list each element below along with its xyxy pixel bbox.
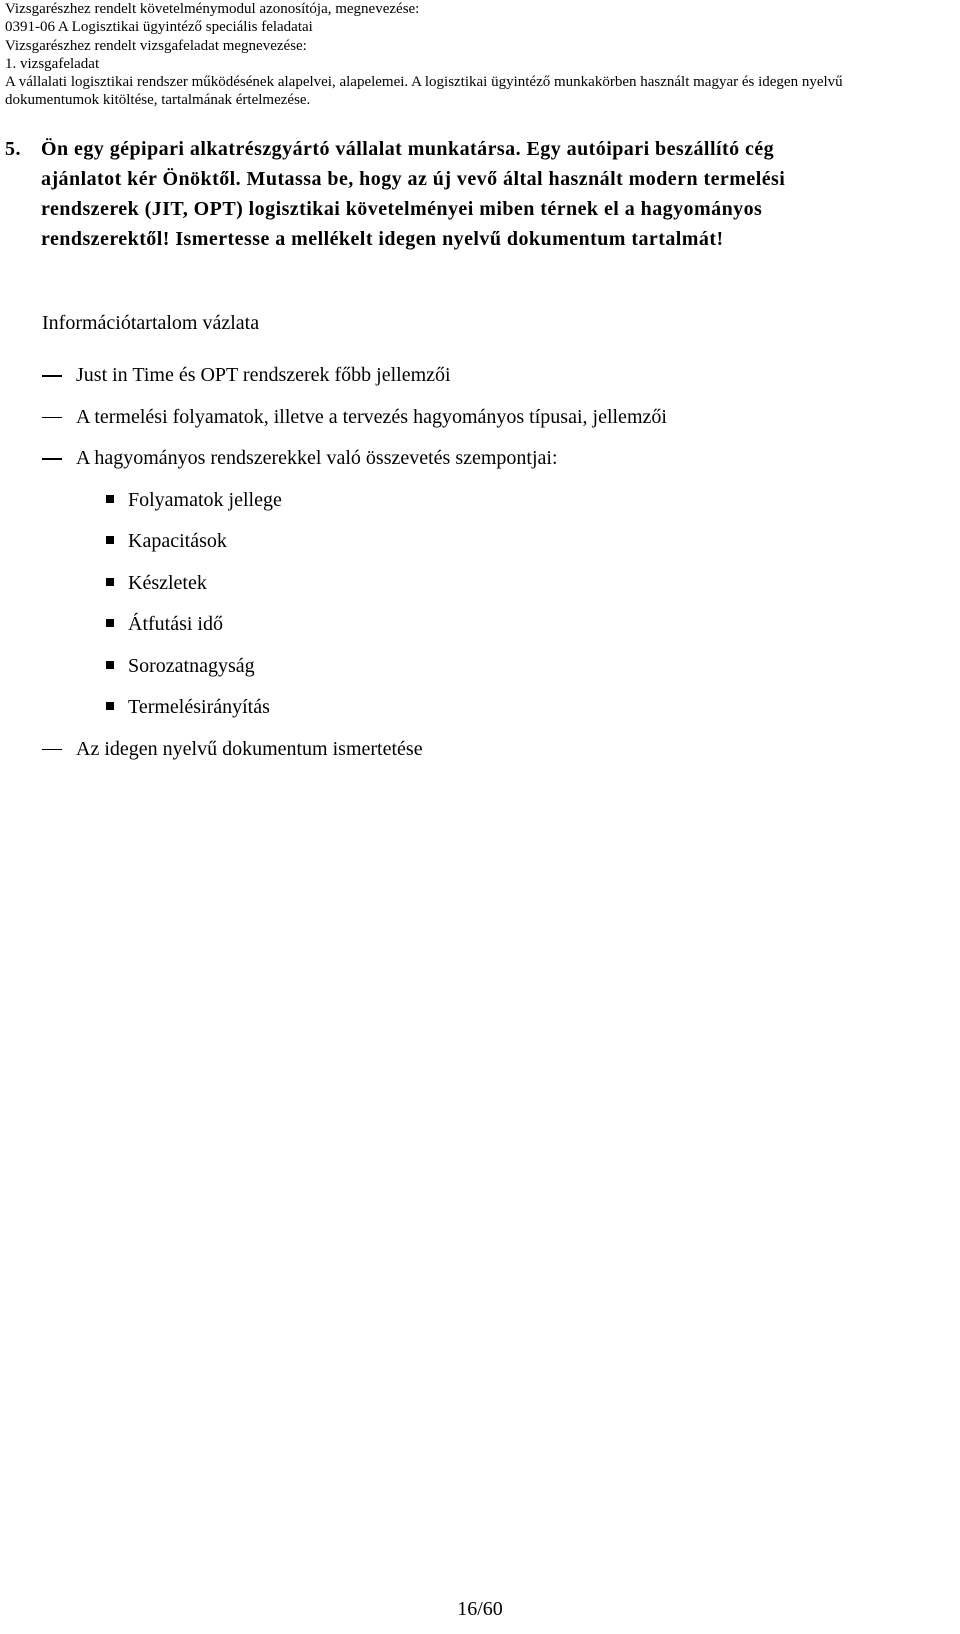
sub-list-item: Átfutási idő	[42, 612, 942, 654]
square-bullet-icon	[106, 661, 114, 669]
sub-list-item: Termelésirányítás	[42, 695, 942, 737]
list-item: A termelési folyamatok, illetve a tervezés hagyományos típusai, jellemzői	[42, 405, 942, 447]
list-item: A hagyományos rendszerekkel való összevetés szempontjai:	[42, 446, 942, 488]
task-statement	[5, 134, 950, 254]
list-item: Az idegen nyelvű dokumentum ismertetése	[42, 737, 942, 779]
header-line: Vizsgarészhez rendelt vizsgafeladat megnevezése:	[5, 37, 307, 54]
outline-title: Információtartalom vázlata	[42, 312, 260, 334]
sub-list-item: Sorozatnagyság	[42, 654, 942, 696]
task-line: rendszerek (JIT, OPT) logisztikai követelményei miben térnek el a hagyományos	[41, 198, 763, 220]
dash-bullet-icon	[42, 749, 62, 751]
dash-bullet-icon	[42, 375, 62, 377]
task-line: Ön egy gépipari alkatrészgyártó vállalat munkatársa. Egy autóipari beszállító cég	[41, 138, 775, 160]
task-line: rendszerektől! Ismertesse a mellékelt idegen nyelvű dokumentum tartalmát!	[41, 228, 724, 250]
page-number: 16/60	[457, 1598, 503, 1620]
document-header	[5, 0, 955, 110]
sub-list-item: Készletek	[42, 571, 942, 613]
task-number: 5.	[5, 138, 21, 160]
sub-list-item: Folyamatok jellege	[42, 488, 942, 530]
square-bullet-icon	[106, 536, 114, 544]
outline-list	[42, 363, 942, 778]
square-bullet-icon	[106, 578, 114, 586]
header-line: 1. vizsgafeladat	[5, 55, 100, 72]
square-bullet-icon	[106, 702, 114, 710]
list-item: Just in Time és OPT rendszerek főbb jellemzői	[42, 363, 942, 405]
square-bullet-icon	[106, 619, 114, 627]
square-bullet-icon	[106, 495, 114, 503]
dash-bullet-icon	[42, 458, 62, 460]
header-line: dokumentumok kitöltése, tartalmának értelmezése.	[5, 92, 311, 109]
header-line: 0391-06 A Logisztikai ügyintéző speciális feladatai	[5, 19, 313, 36]
dash-bullet-icon	[42, 417, 62, 419]
header-line: A vállalati logisztikai rendszer működésének alapelvei, alapelemei. A logisztikai ügyintéző munkakörben használt magyar és idegen nyelvű	[5, 74, 843, 91]
task-line: ajánlatot kér Önöktől. Mutassa be, hogy az új vevő által használt modern termelési	[41, 168, 786, 190]
header-line: Vizsgarészhez rendelt követelménymodul azonosítója, megnevezése:	[5, 1, 420, 17]
sub-list-item: Kapacitások	[42, 529, 942, 571]
